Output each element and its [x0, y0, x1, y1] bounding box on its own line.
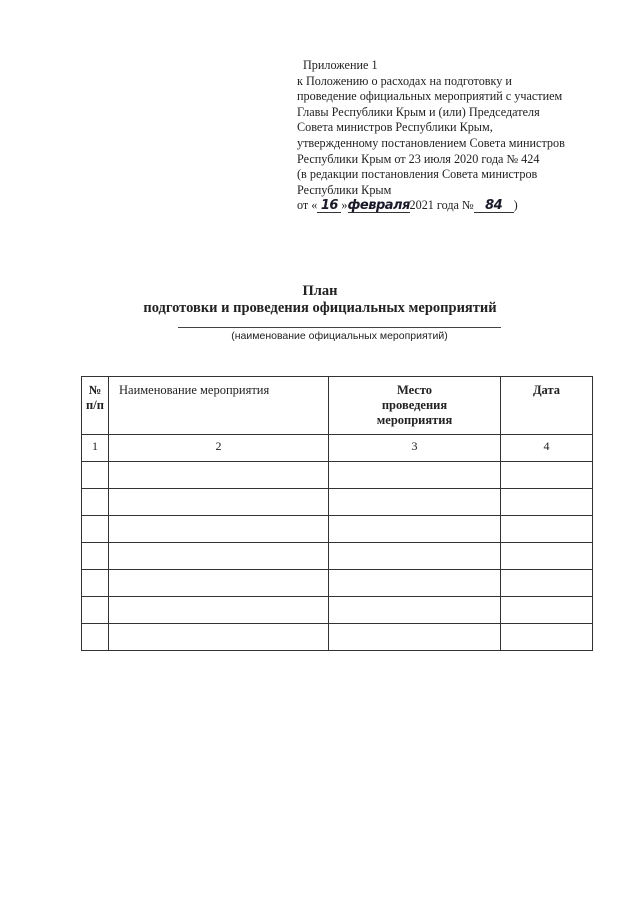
- appendix-line: Республики Крым от 23 июля 2020 года № 424: [297, 151, 540, 166]
- table-cell: [109, 570, 329, 597]
- table-cell: [329, 516, 501, 543]
- table-cell: [109, 597, 329, 624]
- table-cell: [329, 462, 501, 489]
- table-row: [82, 597, 593, 624]
- table-cell: [82, 489, 109, 516]
- table-cell: [82, 570, 109, 597]
- plan-subtitle: подготовки и проведения официальных мероприятий: [143, 300, 497, 316]
- date-prefix: от «: [297, 198, 318, 213]
- table-cell: [82, 516, 109, 543]
- table-cell: [82, 597, 109, 624]
- appendix-line: к Положению о расходах на подготовку и: [297, 73, 512, 88]
- appendix-line: проведение официальных мероприятий с участием: [297, 89, 563, 104]
- table-row: [82, 570, 593, 597]
- table-cell: [501, 543, 593, 570]
- appendix-line: Главы Республики Крым и (или) Председателя: [297, 104, 540, 119]
- header-location: Место проведения мероприятия: [329, 377, 501, 435]
- table-row: [82, 462, 593, 489]
- event-name-caption: (наименование официальных мероприятий): [231, 330, 448, 342]
- table-cell: [329, 543, 501, 570]
- table-cell: [109, 543, 329, 570]
- header-number: № п/п: [82, 377, 109, 435]
- table-cell: [501, 516, 593, 543]
- event-name-line: [178, 327, 501, 328]
- table-header-row: [82, 377, 593, 435]
- handwritten-number: 84: [474, 199, 514, 213]
- table-row: [82, 624, 593, 651]
- appendix-date-line: [297, 198, 617, 214]
- column-number: 1: [82, 435, 109, 462]
- column-number: 3: [329, 435, 501, 462]
- table-cell: [329, 624, 501, 651]
- handwritten-day: 16: [317, 199, 341, 213]
- table-cell: [501, 624, 593, 651]
- column-number-row: [82, 435, 593, 462]
- column-number: 2: [109, 435, 329, 462]
- table-cell: [109, 489, 329, 516]
- year-text: 2021 года №: [409, 198, 474, 213]
- header-event-name: Наименование мероприятия: [109, 377, 329, 435]
- table-cell: [501, 489, 593, 516]
- table-row: [82, 516, 593, 543]
- table-cell: [109, 516, 329, 543]
- table-row: [82, 489, 593, 516]
- table-cell: [109, 462, 329, 489]
- appendix-block: [297, 58, 617, 214]
- appendix-line: Республики Крым: [297, 182, 392, 197]
- table-cell: [501, 570, 593, 597]
- day-suffix: »: [341, 198, 348, 213]
- appendix-line: Совета министров Республики Крым,: [297, 120, 493, 135]
- table-cell: [82, 624, 109, 651]
- table-cell: [82, 543, 109, 570]
- table-cell: [501, 597, 593, 624]
- table-cell: [329, 597, 501, 624]
- plan-table: [81, 376, 593, 651]
- handwritten-month: февраля: [347, 198, 410, 214]
- table-cell: [329, 489, 501, 516]
- appendix-line: (в редакции постановления Совета министров: [297, 167, 538, 182]
- plan-title: План: [302, 283, 338, 299]
- header-date: Дата: [501, 377, 593, 435]
- closing-paren: ): [513, 198, 518, 213]
- table-cell: [329, 570, 501, 597]
- appendix-line: утвержденному постановлением Совета министров: [297, 135, 565, 150]
- table-cell: [82, 462, 109, 489]
- appendix-line: Приложение 1: [303, 58, 378, 72]
- table-cell: [109, 624, 329, 651]
- table-row: [82, 543, 593, 570]
- column-number: 4: [501, 435, 593, 462]
- table-cell: [501, 462, 593, 489]
